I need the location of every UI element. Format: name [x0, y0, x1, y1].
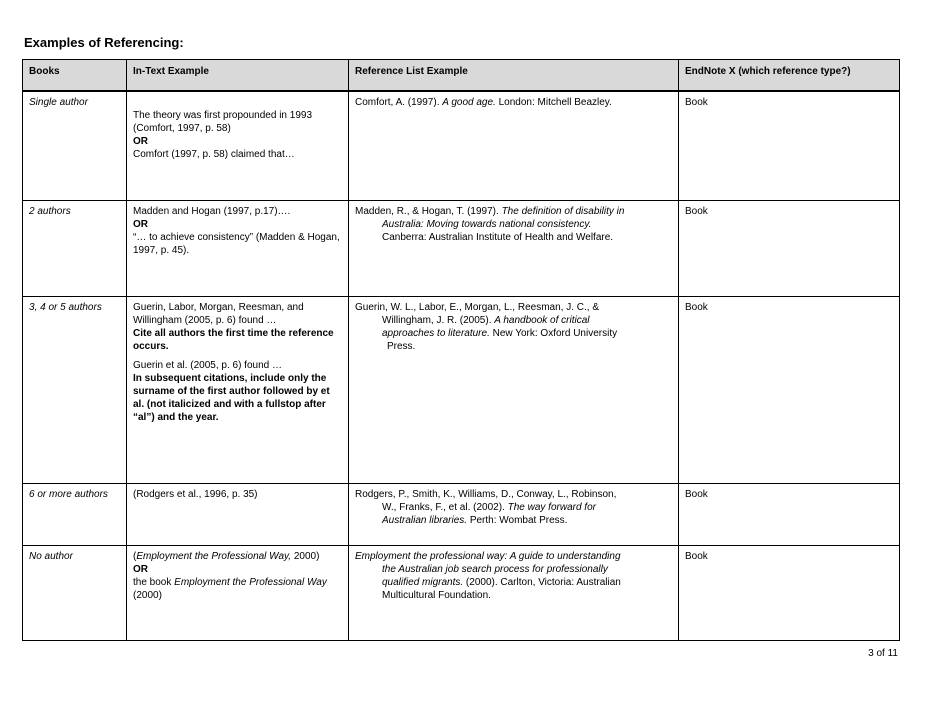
intext-text: Comfort (1997, p. 58) claimed that… — [133, 149, 295, 160]
intext-example: Madden and Hogan (1997, p.17)…. OR “… to achieve consistency” (Madden & Hogan, 1997, p. 45). — [127, 200, 349, 296]
row-category: 3, 4 or 5 authors — [23, 296, 127, 483]
column-header-intext: In-Text Example — [127, 60, 349, 92]
citation-rule: Cite all authors the first time the reference occurs. — [133, 327, 334, 352]
table-row — [23, 91, 900, 200]
reference-example: Madden, R., & Hogan, T. (1997). The definition of disability in Australia: Moving towards national consistency. Canberra: Australian Institute of Health and Welfare. — [349, 200, 679, 296]
column-header-books: Books — [23, 60, 127, 92]
reference-example: Comfort, A. (1997). A good age. London: Mitchell Beazley. — [349, 91, 679, 200]
row-category: 6 or more authors — [23, 483, 127, 545]
column-header-reference-list: Reference List Example — [349, 60, 679, 92]
intext-example: (Employment the Professional Way, 2000) OR the book Employment the Professional Way (2000) — [127, 545, 349, 640]
reference-example: Guerin, W. L., Labor, E., Morgan, L., Reesman, J. C., & Willingham, J. R. (2005). A handbook of critical approaches to literature. New York: Oxford University Press. — [349, 296, 679, 483]
endnote-type: Book — [679, 545, 900, 640]
table-row — [23, 483, 900, 545]
page-number: 3 of 11 — [868, 648, 898, 659]
citation-rule: In subsequent citations, include only the surname of the first author followed by et al. (not italicized and with a fullstop after “al”) and the year. — [133, 372, 330, 423]
intext-example: Guerin, Labor, Morgan, Reesman, and Willingham (2005, p. 6) found … Cite all authors the first time the reference occurs. Guerin et al. (2005, p. 6) found … In subsequent citations, include only the surname of the first author followed by et al. (not italicized and with a fullstop after “al”) and the year. — [127, 296, 349, 483]
row-category: 2 authors — [23, 200, 127, 296]
reference-example: Rodgers, P., Smith, K., Williams, D., Conway, L., Robinson, W., Franks, F., et al. (2002). The way forward for Australian libraries. Perth: Wombat Press. — [349, 483, 679, 545]
page-title: Examples of Referencing: — [24, 35, 184, 50]
reference-example: Employment the professional way: A guide to understanding the Australian job search process for professionally qualified migrants. (2000). Carlton, Victoria: Australian Multicultural Foundation. — [349, 545, 679, 640]
endnote-type: Book — [679, 91, 900, 200]
column-header-endnote: EndNote X (which reference type?) — [679, 60, 900, 92]
endnote-type: Book — [679, 483, 900, 545]
row-category: Single author — [23, 91, 127, 200]
table-header-row — [23, 60, 900, 92]
endnote-type: Book — [679, 296, 900, 483]
table-row — [23, 545, 900, 640]
or-label: OR — [133, 136, 148, 147]
table-row — [23, 296, 900, 483]
intext-example: (Rodgers et al., 1996, p. 35) — [127, 483, 349, 545]
referencing-table — [22, 59, 900, 641]
or-label: OR — [133, 563, 148, 575]
or-label: OR — [133, 218, 148, 230]
endnote-type: Book — [679, 200, 900, 296]
intext-text: The theory was first propounded in 1993 (Comfort, 1997, p. 58) — [133, 110, 312, 134]
row-category: No author — [23, 545, 127, 640]
table-row — [23, 200, 900, 296]
intext-example — [127, 91, 349, 200]
